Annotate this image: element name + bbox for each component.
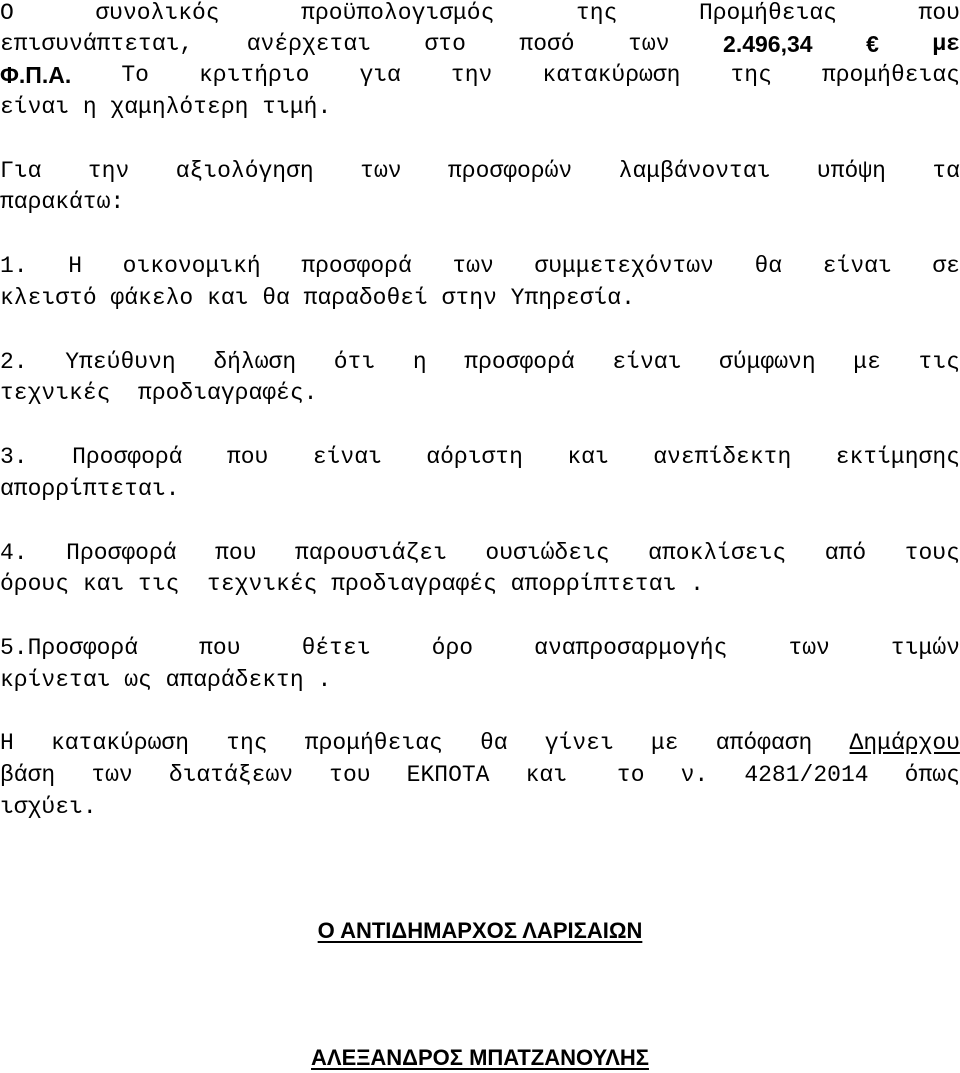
word: όπως: [904, 762, 960, 788]
word: ανεπίδεκτη: [653, 444, 792, 470]
budget-line-3: [0, 59, 960, 91]
word: των: [360, 158, 402, 184]
word: και: [567, 444, 609, 470]
word: θέτει: [301, 635, 371, 661]
item-2-line-1: [0, 346, 960, 378]
word: απόφαση: [715, 730, 813, 756]
word: που: [215, 540, 257, 566]
word: διατάξεων: [168, 762, 294, 788]
word: γίνει: [544, 730, 614, 756]
word: είναι: [822, 253, 892, 279]
word: κατακύρωση: [50, 730, 190, 756]
word: Για: [0, 158, 42, 184]
budget-line-1: [0, 0, 960, 29]
budget-line-4: [0, 91, 960, 123]
vat-abbreviation: Φ.Π.Α.: [0, 62, 72, 88]
eval-line-2: [0, 186, 960, 218]
word: Προσφορά: [72, 444, 183, 470]
word: Η: [0, 730, 14, 756]
word: αξιολόγηση: [175, 158, 314, 184]
word: στο: [424, 31, 466, 57]
word: συνολικός: [95, 0, 220, 26]
word: αόριστη: [426, 444, 523, 470]
award-line-2: [0, 759, 960, 791]
word: παρουσιάζει: [295, 540, 447, 566]
euro-sign: €: [866, 31, 879, 57]
word: των: [91, 762, 133, 788]
text: τεχνικές προδιαγραφές.: [0, 380, 318, 406]
item-5-line-2: [0, 664, 960, 696]
word: Υπεύθυνη: [65, 349, 176, 375]
word: η: [412, 349, 427, 375]
word: αναπροσαρμογής: [534, 635, 728, 661]
item-1-line-1: [0, 250, 960, 282]
list-number: 1.: [0, 253, 28, 279]
word: βάση: [0, 762, 56, 788]
word: θα: [479, 730, 508, 756]
text: κλειστό φάκελο και θα παραδοθεί στην Υπηρεσία.: [0, 285, 635, 311]
signatory-title: Ο ΑΝΤΙΔΗΜΑΡΧΟΣ ΛΑΡΙΣΑΙΩΝ: [317, 918, 643, 943]
word: των: [452, 253, 494, 279]
word: με: [650, 730, 679, 756]
word: προϋπολογισμός: [301, 0, 495, 26]
law-number: 4281/2014: [744, 762, 869, 788]
word: ν.: [680, 762, 709, 788]
word: Το: [121, 62, 149, 88]
word: σε: [932, 253, 960, 279]
word: με: [932, 31, 960, 57]
word: της: [226, 730, 268, 756]
text: όρους και τις τεχνικές προδιαγραφές απορρίπτεται .: [0, 571, 704, 597]
word: ΕΚΠΟΤΑ: [406, 762, 490, 788]
word: είναι: [312, 444, 382, 470]
word: οικονομική: [122, 253, 261, 279]
word: συμμετεχόντων: [534, 253, 714, 279]
word: τους: [904, 540, 960, 566]
word: προσφορά: [464, 349, 575, 375]
word: δήλωση: [213, 349, 297, 375]
word: τιμών: [890, 635, 960, 661]
word: τις: [918, 349, 960, 375]
word: Η: [68, 253, 83, 279]
word: την: [87, 158, 130, 184]
item-1-line-2: [0, 282, 960, 314]
item-4-line-1: [0, 537, 960, 569]
word: και: [525, 762, 568, 788]
word: προσφορών: [447, 158, 573, 184]
word: επισυνάπτεται,: [0, 31, 194, 57]
word: της: [575, 0, 618, 26]
word: που: [226, 444, 269, 470]
item-5-line-1: [0, 632, 960, 664]
text: ισχύει.: [0, 794, 97, 820]
word: θα: [754, 253, 783, 279]
list-number: 2.: [0, 349, 28, 375]
word: την: [450, 62, 493, 88]
word: τα: [932, 158, 960, 184]
word: προσφορά: [301, 253, 412, 279]
list-number: 3.: [0, 444, 28, 470]
word: προμήθειας: [304, 730, 443, 756]
list-number: 5.Προσφορά: [0, 635, 139, 661]
word: των: [628, 31, 670, 57]
word: υπόψη: [816, 158, 886, 184]
text: απορρίπτεται.: [0, 476, 180, 502]
list-number: 4.: [0, 540, 28, 566]
item-4-line-2: [0, 568, 960, 600]
word: ουσιώδεις: [485, 540, 610, 566]
word: του: [329, 762, 371, 788]
word: το: [603, 762, 645, 788]
word: Προσφορά: [66, 540, 177, 566]
item-3-line-1: [0, 441, 960, 473]
word: ανέρχεται: [246, 31, 371, 57]
word: από: [824, 540, 867, 566]
word: της: [730, 62, 772, 88]
eval-line-1: [0, 155, 960, 187]
word: των: [788, 635, 830, 661]
word: για: [359, 62, 401, 88]
word: είναι: [612, 349, 682, 375]
word: κατακύρωση: [542, 62, 681, 88]
word: που: [918, 0, 960, 26]
budget-amount: 2.496,34: [723, 31, 813, 57]
text: είναι η χαμηλότερη τιμή.: [0, 94, 332, 120]
text: παρακάτω:: [0, 189, 125, 215]
word: που: [199, 635, 241, 661]
word: ότι: [333, 349, 376, 375]
word: αποκλίσεις: [648, 540, 787, 566]
item-2-line-2: [0, 377, 960, 409]
word: κριτήριο: [198, 62, 310, 88]
signatory-name: ΑΛΕΞΑΝΔΡΟΣ ΜΠΑΤΖΑΝΟΥΛΗΣ: [311, 1045, 649, 1070]
item-3-line-2: [0, 473, 960, 505]
text: κρίνεται ως απαράδεκτη .: [0, 667, 332, 693]
word: με: [853, 349, 881, 375]
word: Προμήθειας: [698, 0, 837, 26]
award-line-1: [0, 727, 960, 759]
budget-line-2: [0, 28, 960, 60]
word: σύμφωνη: [719, 349, 816, 375]
word: εκτίμησης: [835, 444, 960, 470]
word: λαμβάνονται: [618, 158, 771, 184]
underlined-word: Δημάρχου: [849, 730, 960, 756]
award-line-3: [0, 791, 960, 823]
word: προμήθειας: [821, 62, 960, 88]
word: όρο: [431, 635, 474, 661]
word: ποσό: [519, 31, 575, 57]
word: Ο: [0, 0, 14, 26]
